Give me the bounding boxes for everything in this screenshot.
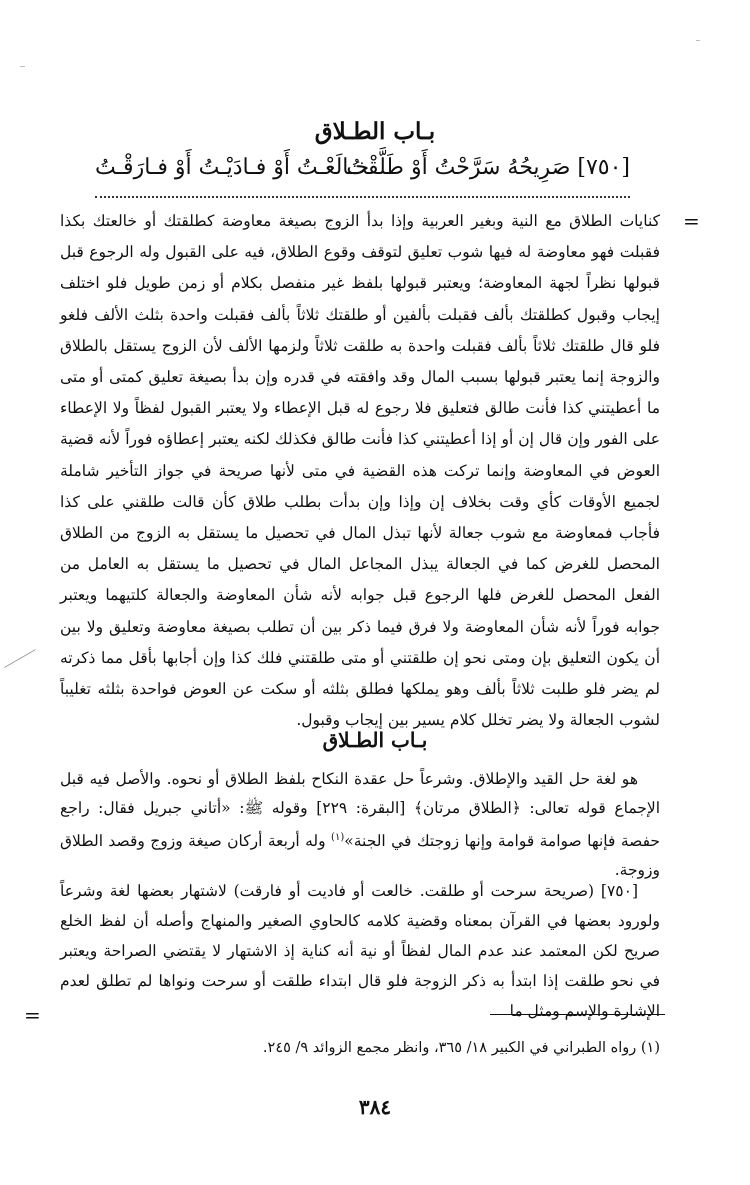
- continuation-marker-bottom: =: [24, 1003, 41, 1027]
- verse-hemistich-first: [٧٥٠] صَرِيحُهُ سَرَّحْتُ أَوْ طَلَّقْتُ: [346, 155, 630, 180]
- page-number: ٣٨٤: [358, 1095, 392, 1119]
- paragraph-verse-commentary: [٧٥٠] (صريحة سرحت أو طلقت. خالعت أو فاديت أو فارقت) لاشتهار بعضها لغة وشرعاً ولورود بعضها في القرآن بمعناه وقضية كلامه كالحاوي الصغير والمنهاج وأصله أن لفظ الخلع صريح لكن المعتمد عند عدم المال لفظاً أو نية أنه كناية إذ الاشتهار لا يقتضي الصراحة ويعتبر في نحو طلقت إذا ابتدأ به ذكر الزوجة فلو قال ابتداء طلقت أو سرحت ونواها لم تطلق لعدم الإشارة والإسم ومثل ما: [60, 882, 661, 1020]
- dotted-separator: [95, 196, 630, 198]
- paragraph-definition-text-end: وله أربعة أركان صيغة وزوج وقصد الطلاق وزوجة.: [60, 832, 660, 880]
- commentary-block: كنايات الطلاق مع النية وبغير العربية وإذا بدأ الزوج بصيغة معاوضة كطلقتك أو خالعتك بكذا فقبلت فهو معاوضة له فيها شوب تعليق لتوقف وقوع الطلاق، فيه على القبول وله الرجوع قبل قبولها نظراً لجهة المعاوضة؛ ويعتبر قبولها بلفظ غير منفصل بكلام أو زمن طويل فلو اختلف إيجاب وقبول كطلقتك بألف فقبلت بألفين أو طلقتك ثلاثاً بألف فقبلت واحدة بثلث الألف فلغو فلو قال طلقتك ثلاثاً بألف فقبلت واحدة به طلقت ثلاثاً ولزمها الألف لأن الزوج يستقل بالطلاق والزوجة إنما يعتبر قبولها بسبب المال وقد وافقته في قدره وإن بدأ بصيغة تعليق كمتى أو متى ما أعطيتني كذا فأنت طالق فتعليق فلا رجوع له قبل الإعطاء ولا يعتبر القبول لفظاً ولا الإعطاء على الفور وإن قال إن أو إذا أعطيتني كذا فأنت طالق فكذلك لكنه يعتبر إعطاؤه فوراً لأنه قضية العوض في المعاوضة وإنما تركت هذه القضية في متى لأنها صريحة في جواز التأخير شاملة لجميع الأوقات كأي وقت بخلاف إن وإذا وإن بدأت بطلب طلاق كأن قالت طلقني على كذا فأجاب فمعاوضة مع شوب جعالة لأنها تبذل المال في تحصيل ما يستقل به الزوج من الطلاق المحصل للغرض كما في الجعالة يبذل المجاعل المال في تحصيل ما يستقل به العامل من الفعل المحصل للغرض فلها الرجوع قبل جوابه لأنه شأن المعاوضة والجعالة كلتيهما ويعتبر جوابه فوراً لأنه شأن المعاوضة ولا فرق فيما ذكر بين أن تطلب بصيغة معاوضة وتعليق ولا بين أن يكون التعليق بإن ومتى نحو إن طلقتني أو متى طلقتني فلك كذا وإن أجابها بأقل مما ذكرته لم يضر فلو طلبت ثلاثاً بألف وهو يملكها فطلق بثلثه أو سكت عن العوض فواحدة بثلثه تغليباً لشوب الجعالة ولا يضر تخلل كلام يسير بين إيجاب وقبول.: [60, 212, 660, 730]
- paragraph-definition: [60, 765, 660, 885]
- section-title: بـاب الطـلاق: [322, 728, 428, 752]
- footnote-rule: [490, 1014, 665, 1015]
- scan-speck: [20, 66, 25, 67]
- continuation-marker-top: =: [683, 209, 700, 233]
- chapter-title: بـاب الطـلاق: [314, 118, 436, 145]
- footnote: (١) رواه الطبراني في الكبير ١٨/ ٣٦٥، وانظر مجمع الزوائد ٩/ ٢٤٥.: [262, 1040, 660, 1056]
- footnote-reference: (١): [331, 832, 345, 843]
- paragraph-definition-text: هو لغة حل القيد والإطلاق. وشرعاً حل عقدة النكاح بلفظ الطلاق أو نحوه. والأصل فيه قبل الإجماع قوله تعالى: ﴿الطلاق مرتان﴾ [البقرة: ٢٢٩] وقوله ﷺ: «أتاني جبريل فقال: راجع حفصة فإنها صوامة قوامة وإنها زوجتك في الجنة»: [60, 770, 661, 851]
- scan-speck: [696, 40, 700, 41]
- margin-stray-line: [4, 649, 36, 668]
- verse-line: [95, 155, 630, 189]
- verse-hemistich-second: خـالَعْـتُ أَوْ فـادَيْـتُ أَوْ فـارَقْـتُ: [95, 155, 370, 180]
